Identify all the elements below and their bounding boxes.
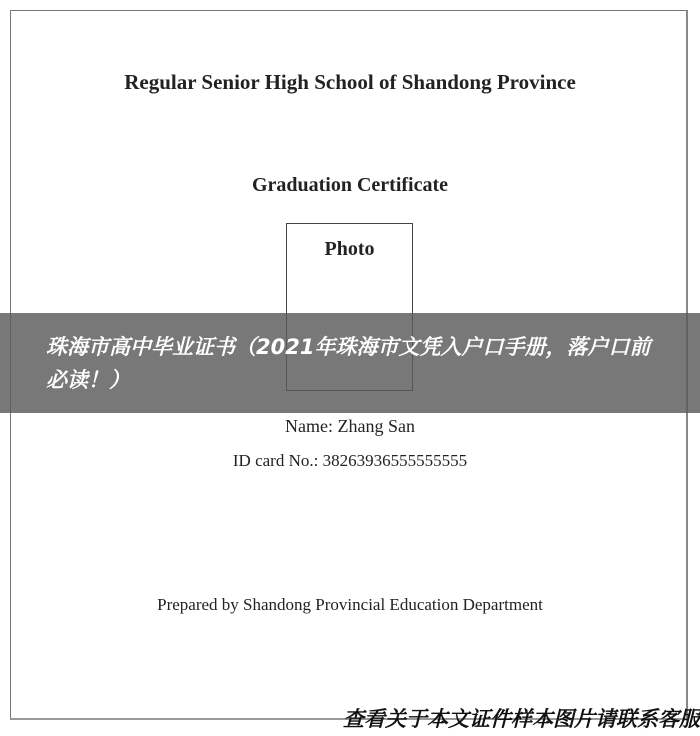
banner-title: 珠海市高中毕业证书（2021年珠海市文凭入户口手册，落户口前必读！） <box>46 335 651 392</box>
issuer: Prepared by Shandong Provincial Education Department <box>157 595 543 614</box>
id-card-number: ID card No.: 38263936555555555 <box>232 451 468 470</box>
footer-notice[interactable]: 查看关于本文证件样本图片请联系客服 <box>343 707 700 731</box>
certificate-title: Graduation Certificate <box>251 174 449 196</box>
school-name: Regular Senior High School of Shandong Province <box>124 70 576 94</box>
student-name: Name: Zhang San <box>285 416 415 436</box>
title-banner <box>0 313 700 413</box>
photo-label: Photo <box>324 238 375 260</box>
